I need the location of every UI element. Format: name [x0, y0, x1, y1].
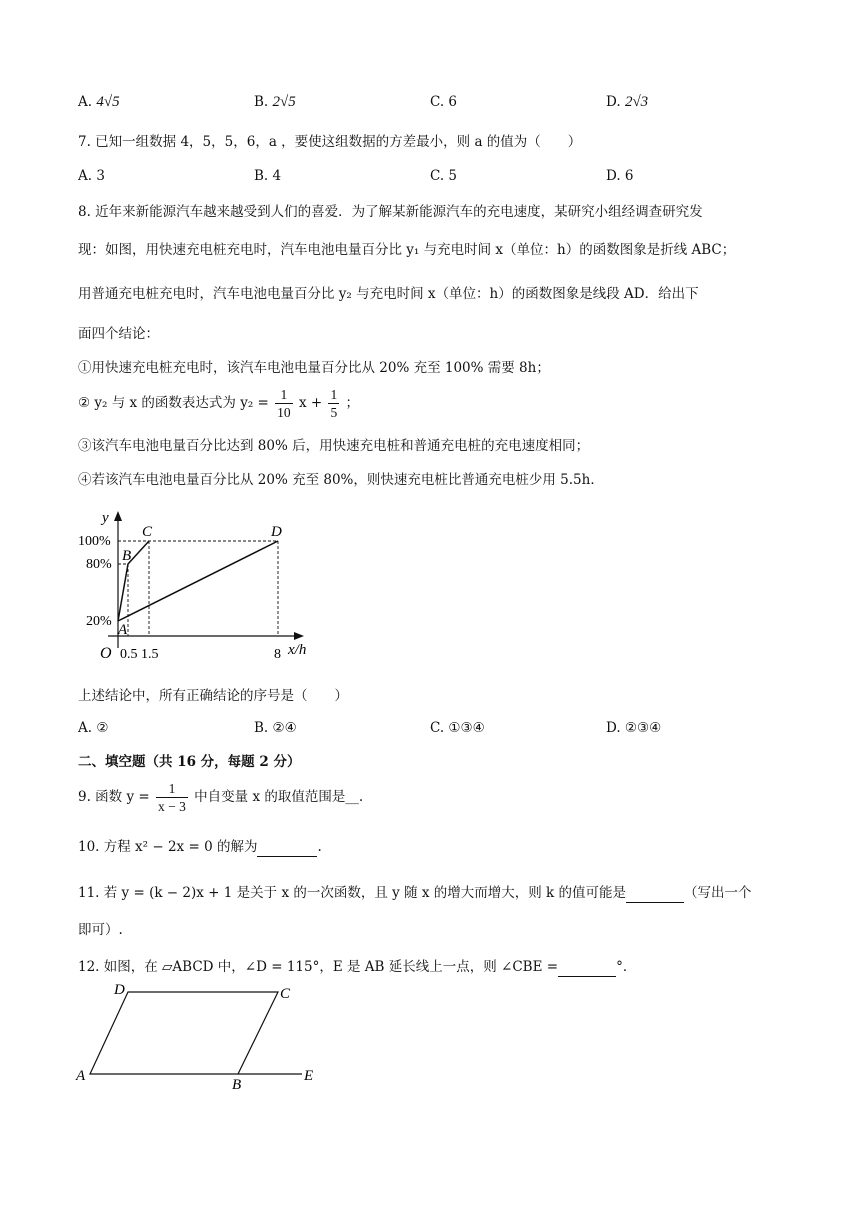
y-tick-100: 100% — [78, 534, 111, 549]
q6-option-c: C. 6 — [430, 94, 458, 110]
section-2-title: 二、填空题（共 16 分，每题 2 分） — [78, 754, 301, 770]
q11-line2: 即可）. — [78, 922, 123, 938]
q8-conclusion-3: ③该汽车电池电量百分比达到 80% 后，用快速充电桩和普通充电桩的充电速度相同； — [78, 438, 590, 454]
x-tick-8: 8 — [274, 647, 281, 662]
label-d: D — [114, 982, 125, 998]
point-c-label: C — [142, 524, 153, 540]
label-a: A — [76, 1068, 86, 1084]
q7-option-b: B. 4 — [254, 168, 282, 184]
q12-parallelogram-figure — [74, 982, 334, 1092]
parallelogram-abcd — [90, 992, 278, 1074]
x-axis-label: x/h — [288, 642, 307, 658]
q6-option-b: B. 2√5 — [254, 94, 296, 110]
q8-stem-line2: 现：如图，用快速充电桩充电时，汽车电池电量百分比 y₁ 与充电时间 x（单位：h）的函数图象是折线 ABC； — [78, 242, 736, 258]
y-tick-20: 20% — [86, 614, 112, 629]
q9: 9. 函数 y = $\frac{1}{x - 3}$ 中自变量 x 的取值范围是__. — [78, 781, 364, 814]
q8-stem-line1: 8. 近年来新能源汽车越来越受到人们的喜爱．为了解某新能源汽车的充电速度，某研究小组经调查研究发 — [78, 204, 703, 220]
q8-stem-line3: 用普通充电桩充电时，汽车电池电量百分比 y₂ 与充电时间 x（单位：h）的函数图象是线段 AD．给出下 — [78, 286, 699, 302]
origin-label: O — [100, 645, 112, 662]
label-b: B — [232, 1077, 242, 1092]
point-a-label: A — [118, 622, 128, 638]
q12: 12. 如图，在 ▱ABCD 中，∠D = 115°，E 是 AB 延长线上一点，则 ∠CBE = °． — [78, 956, 636, 977]
q11: 11. 若 y = (k − 2)x + 1 是关于 x 的一次函数，且 y 随 x 的增大而增大，则 k 的值可能是 （写出一个 — [78, 882, 752, 903]
y-tick-80: 80% — [86, 557, 112, 572]
x-axis-arrow — [294, 632, 304, 640]
x-tick-0-5: 0.5 — [120, 647, 138, 662]
q10-answer-blank[interactable] — [257, 836, 317, 857]
q7-stem: 7. 已知一组数据 4，5，5，6，a ，要使这组数据的方差最小，则 a 的值为（ ） — [78, 134, 582, 150]
q8-function-graph — [78, 508, 338, 668]
q8-option-a: A. ② — [78, 720, 109, 736]
y-axis-label: y — [102, 510, 109, 526]
q10: 10. 方程 x² − 2x = 0 的解为 . — [78, 836, 322, 857]
q7-option-a: A. 3 — [78, 168, 105, 184]
x-tick-1-5: 1.5 — [141, 647, 159, 662]
label-c: C — [280, 986, 291, 1002]
q6-option-a: A. 4√5 — [78, 94, 120, 110]
q8-conclusion-2: ② y₂ 与 x 的函数表达式为 y₂ = $\frac{1}{10}$ x + $\frac{1}{5}$ ； — [78, 387, 360, 420]
q8-conclusion-4: ④若该汽车电池电量百分比从 20% 充至 80%，则快速充电桩比普通充电桩少用 5.5h． — [78, 472, 604, 488]
q8-question: 上述结论中，所有正确结论的序号是（ ） — [78, 688, 348, 704]
y-axis-arrow — [114, 511, 122, 521]
q12-answer-blank[interactable] — [558, 956, 616, 977]
normal-charge-segment-ad — [118, 541, 278, 621]
q6-option-d: D. 2√3 — [606, 94, 649, 110]
point-b-label: B — [122, 548, 132, 564]
q11-answer-blank[interactable] — [626, 882, 684, 903]
label-e: E — [304, 1068, 314, 1084]
point-d-label: D — [271, 524, 282, 540]
q7-option-c: C. 5 — [430, 168, 458, 184]
q8-option-c: C. ①③④ — [430, 720, 485, 736]
q8-option-b: B. ②④ — [254, 720, 297, 736]
q7-option-d: D. 6 — [606, 168, 634, 184]
q8-stem-line4: 面四个结论： — [78, 326, 159, 342]
q8-conclusion-1: ①用快速充电桩充电时，该汽车电池电量百分比从 20% 充至 100% 需要 8h； — [78, 360, 550, 376]
q8-option-d: D. ②③④ — [606, 720, 662, 736]
